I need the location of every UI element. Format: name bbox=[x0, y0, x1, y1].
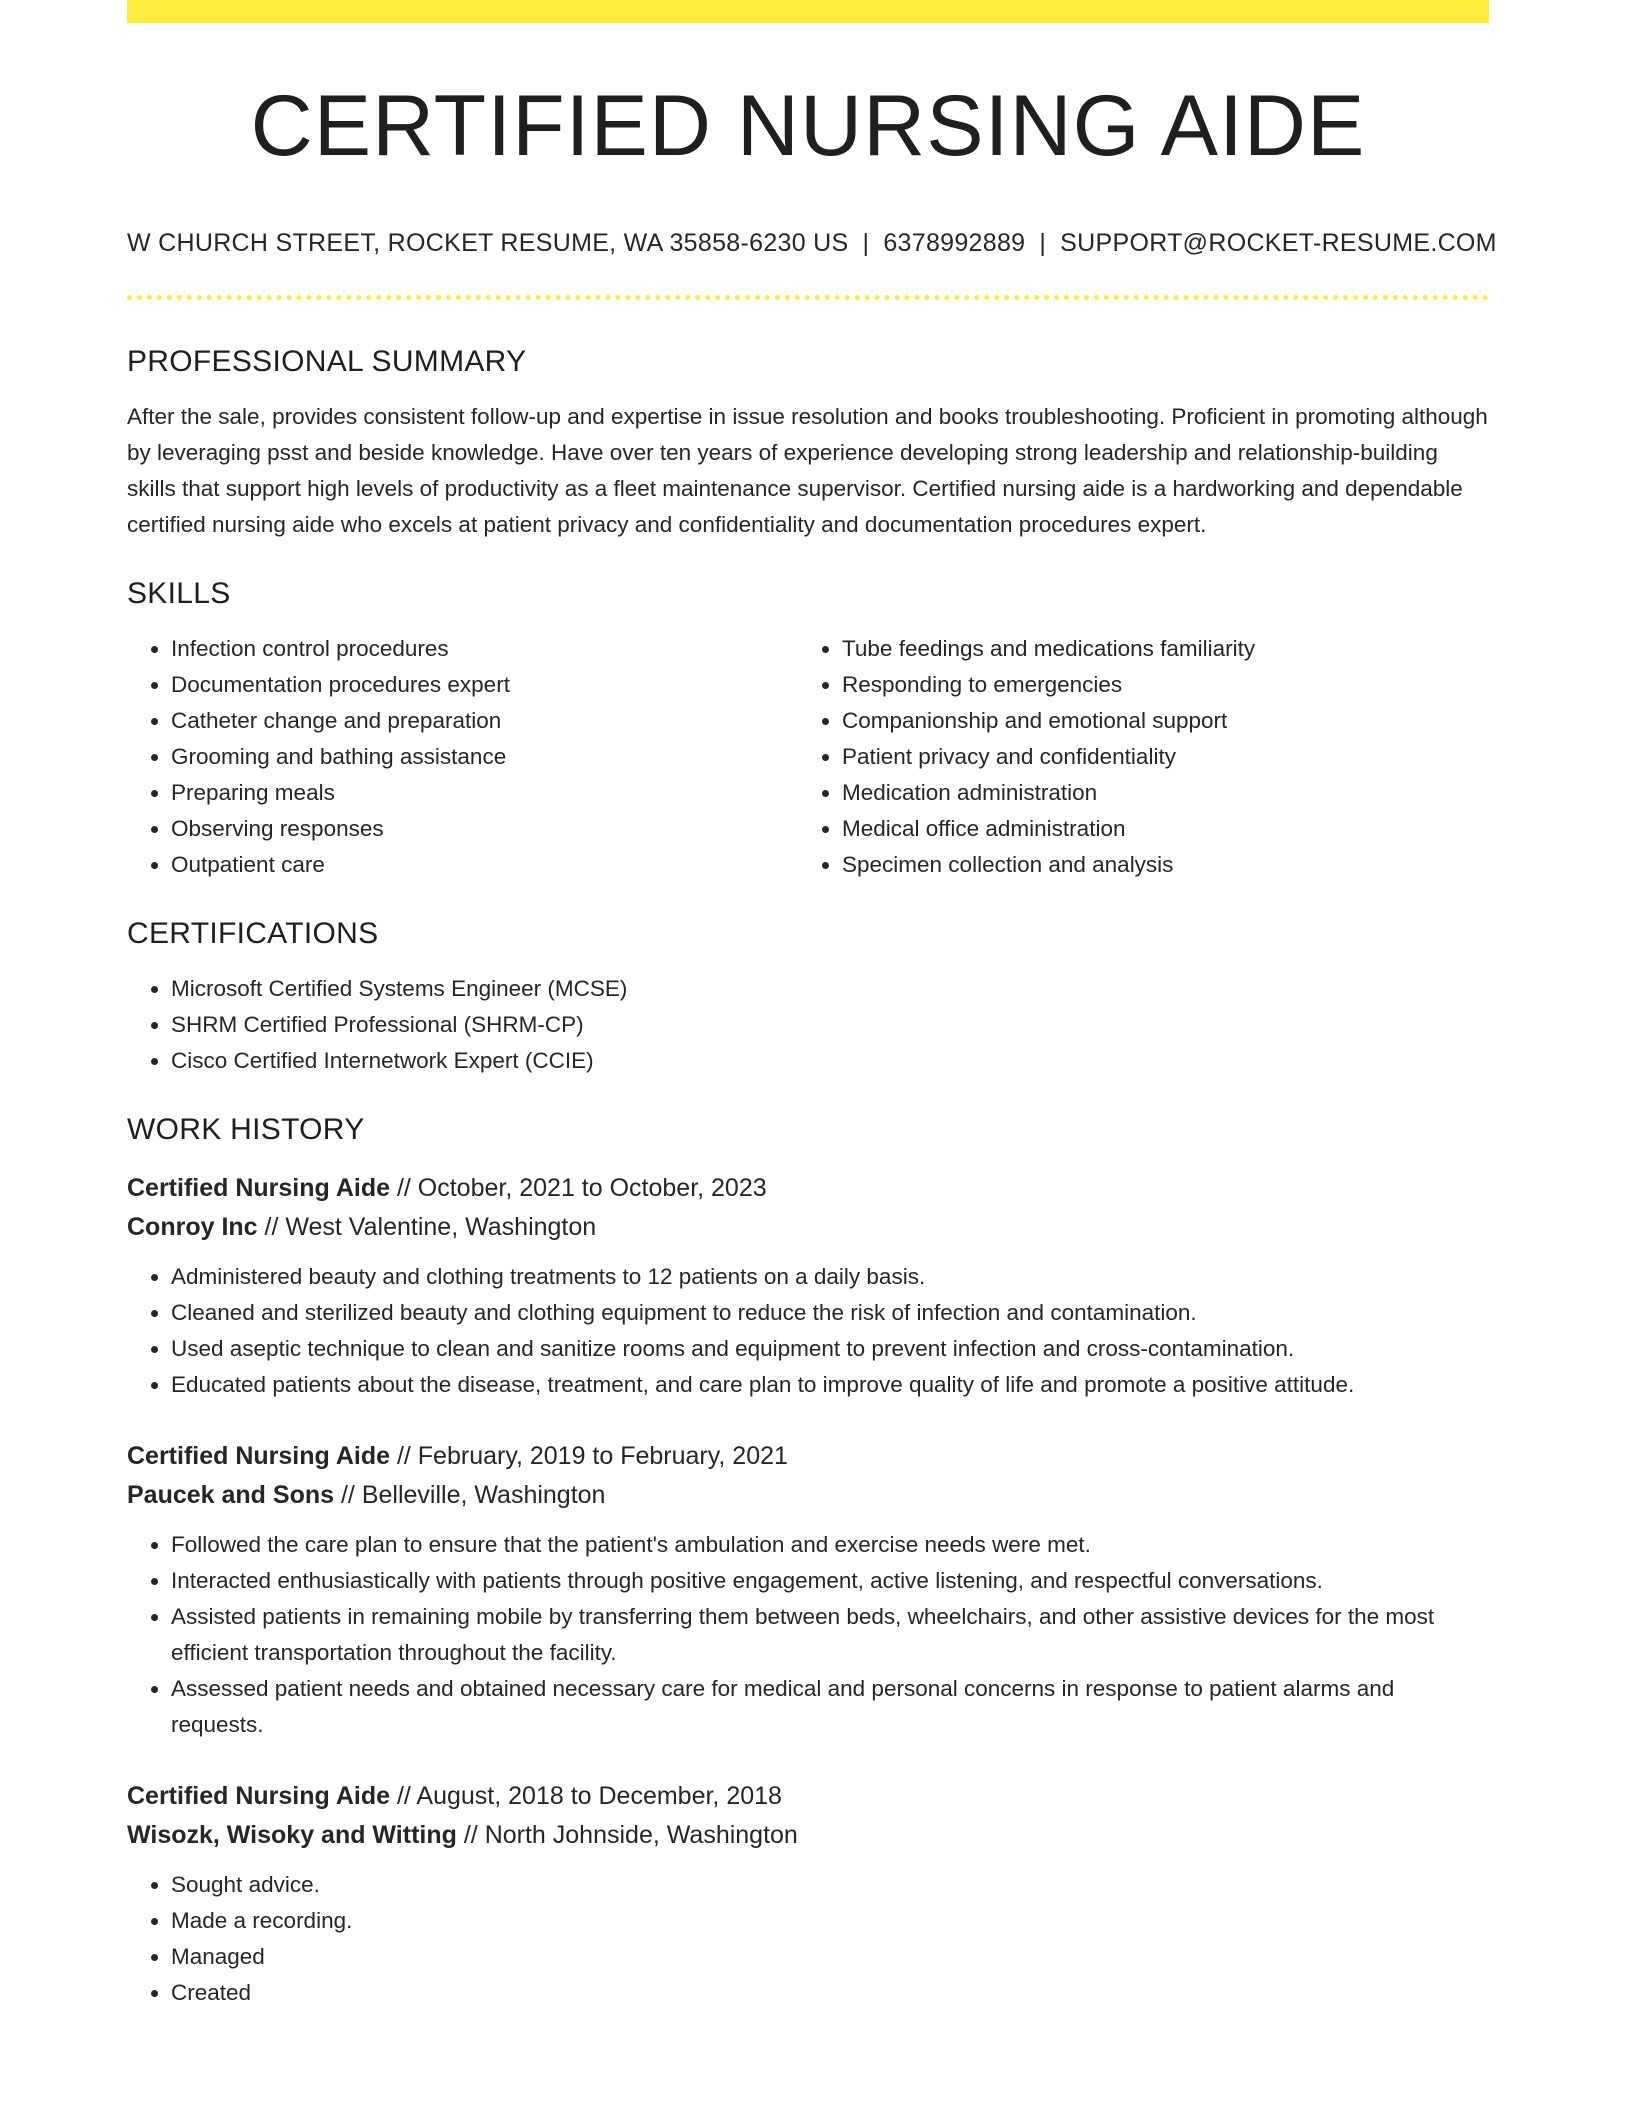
skill-item: • Outpatient care bbox=[171, 847, 798, 883]
contact-separator: | bbox=[862, 229, 870, 257]
job-duty-item: • Interacted enthusiastically with patients through positive engagement, active listening, and respectful conversations. bbox=[171, 1563, 1489, 1599]
job-company: Paucek and Sons bbox=[127, 1481, 335, 1509]
job-company-line bbox=[127, 1816, 1489, 1855]
job-duty-item: • Educated patients about the disease, treatment, and care plan to improve quality of life and promote a positive attitude. bbox=[171, 1367, 1489, 1403]
job-entry bbox=[127, 1777, 1489, 2011]
skill-item: • Infection control procedures bbox=[171, 631, 798, 667]
skill-item: • Catheter change and preparation bbox=[171, 703, 798, 739]
summary-heading: PROFESSIONAL SUMMARY bbox=[127, 345, 527, 378]
job-dates: // October, 2021 to October, 2023 bbox=[396, 1174, 767, 1202]
skill-item: • Observing responses bbox=[171, 811, 798, 847]
job-dates: // February, 2019 to February, 2021 bbox=[396, 1442, 788, 1470]
skills-list-left bbox=[127, 631, 798, 883]
job-duty-item: • Assisted patients in remaining mobile by transferring them between beds, wheelchairs, and other assistive devices for the most efficient transportation throughout the facility. bbox=[171, 1599, 1489, 1671]
job-entry bbox=[127, 1169, 1489, 1403]
contact-address: W CHURCH STREET, ROCKET RESUME, WA 35858-6230 US bbox=[127, 229, 849, 257]
job-role-line bbox=[127, 1777, 1489, 1816]
contact-phone: 6378992889 bbox=[883, 229, 1026, 257]
skills-column-right bbox=[798, 631, 1469, 883]
job-duties-list bbox=[127, 1527, 1489, 1743]
skills-list-right bbox=[798, 631, 1469, 883]
accent-top-bar bbox=[127, 0, 1489, 23]
skill-item: • Medical office administration bbox=[842, 811, 1469, 847]
skill-item: • Tube feedings and medications familiarity bbox=[842, 631, 1469, 667]
skill-item: • Responding to emergencies bbox=[842, 667, 1469, 703]
job-duty-item: • Assessed patient needs and obtained necessary care for medical and personal concerns in response to patient alarms and requests. bbox=[171, 1671, 1489, 1743]
resume-name-title: CERTIFIED NURSING AIDE bbox=[250, 78, 1366, 174]
job-duty-item: • Administered beauty and clothing treatments to 12 patients on a daily basis. bbox=[171, 1259, 1489, 1295]
job-duty-item: • Cleaned and sterilized beauty and clothing equipment to reduce the risk of infection and contamination. bbox=[171, 1295, 1489, 1331]
dotted-divider bbox=[127, 295, 1489, 300]
job-company: Wisozk, Wisoky and Witting bbox=[127, 1821, 457, 1849]
certification-item: • Cisco Certified Internetwork Expert (CCIE) bbox=[171, 1043, 1489, 1079]
job-duties-list bbox=[127, 1867, 1489, 2011]
job-duty-item: • Made a recording. bbox=[171, 1903, 1489, 1939]
skills-columns bbox=[127, 631, 1489, 883]
skills-heading: SKILLS bbox=[127, 577, 231, 610]
skill-item: • Medication administration bbox=[842, 775, 1469, 811]
skill-item: • Companionship and emotional support bbox=[842, 703, 1469, 739]
certification-item: • SHRM Certified Professional (SHRM-CP) bbox=[171, 1007, 1489, 1043]
job-company: Conroy Inc bbox=[127, 1213, 258, 1241]
job-entry bbox=[127, 1437, 1489, 1743]
job-duty-item: • Used aseptic technique to clean and sanitize rooms and equipment to prevent infection and cross-contamination. bbox=[171, 1331, 1489, 1367]
job-role: Certified Nursing Aide bbox=[127, 1174, 390, 1202]
certifications-list bbox=[127, 971, 1489, 1079]
job-role: Certified Nursing Aide bbox=[127, 1782, 390, 1810]
certifications-heading: CERTIFICATIONS bbox=[127, 917, 379, 950]
skill-item: • Documentation procedures expert bbox=[171, 667, 798, 703]
skill-item: • Specimen collection and analysis bbox=[842, 847, 1469, 883]
job-duty-item: • Sought advice. bbox=[171, 1867, 1489, 1903]
skills-column-left bbox=[127, 631, 798, 883]
job-location: // West Valentine, Washington bbox=[264, 1213, 597, 1241]
job-role: Certified Nursing Aide bbox=[127, 1442, 390, 1470]
job-company-line bbox=[127, 1476, 1489, 1515]
work-history-heading: WORK HISTORY bbox=[127, 1113, 365, 1146]
summary-text: After the sale, provides consistent follow-up and expertise in issue resolution and books troubleshooting. Proficient in promoting although by leveraging psst and beside knowledge. Have over ten years of experience developing strong leadership and relationship-building skills that support high levels of productivity as a fleet maintenance supervisor. Certified nursing aide is a hardworking and dependable certified nursing aide who excels at patient privacy and confidentiality and documentation procedures expert. bbox=[127, 404, 1488, 537]
job-duties-list bbox=[127, 1259, 1489, 1403]
skill-item: • Patient privacy and confidentiality bbox=[842, 739, 1469, 775]
job-role-line bbox=[127, 1169, 1489, 1208]
resume-page bbox=[127, 0, 1497, 2011]
skill-item: • Preparing meals bbox=[171, 775, 798, 811]
job-dates: // August, 2018 to December, 2018 bbox=[396, 1782, 782, 1810]
job-duty-item: • Managed bbox=[171, 1939, 1489, 1975]
job-duty-item: • Followed the care plan to ensure that the patient's ambulation and exercise needs were met. bbox=[171, 1527, 1489, 1563]
contact-email: SUPPORT@ROCKET-RESUME.COM bbox=[1060, 229, 1497, 257]
job-duty-item: • Created bbox=[171, 1975, 1489, 2011]
job-location: // Belleville, Washington bbox=[340, 1481, 606, 1509]
job-location: // North Johnside, Washington bbox=[463, 1821, 798, 1849]
contact-line bbox=[127, 229, 1497, 258]
job-role-line bbox=[127, 1437, 1489, 1476]
contact-separator: | bbox=[1039, 229, 1047, 257]
job-company-line bbox=[127, 1208, 1489, 1247]
certification-item: • Microsoft Certified Systems Engineer (MCSE) bbox=[171, 971, 1489, 1007]
skill-item: • Grooming and bathing assistance bbox=[171, 739, 798, 775]
